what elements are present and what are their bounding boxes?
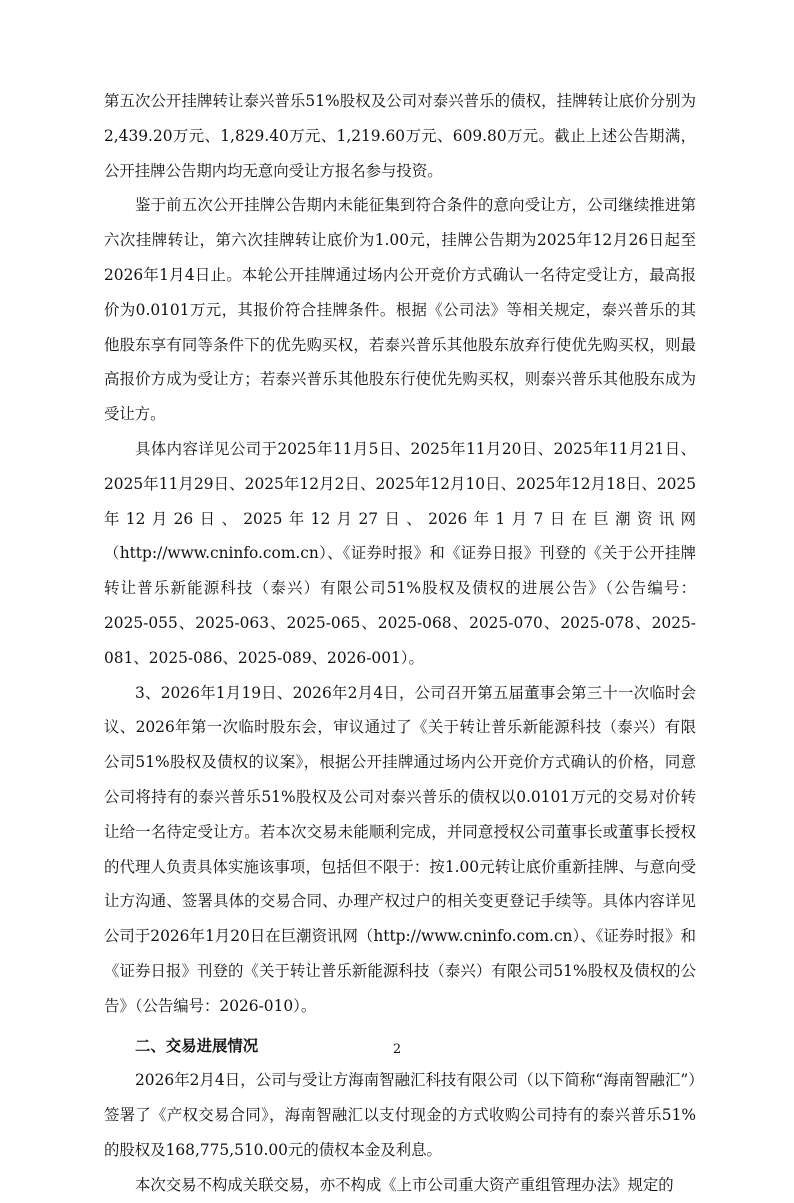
page-number: 2 [392,1042,402,1057]
paragraph-not-related-transaction: 本次交易不构成关联交易，亦不构成《上市公司重大资产重组管理办法》规定的 [135,1175,674,1194]
paragraph-announcement-references: 具体内容详见公司于2025年11月5日、2025年11月20日、2025年11月21日、2025年11月29日、2025年12月2日、2025年12月10日、2025年12月18日、2025年12月26日、2025年12月27日、2026年1月7日在巨潮资讯网（http://www.cninfo.com.cn）、《证券时报》和《证券日报》刊登的《关于公开挂牌转让普乐新能源科技（泰兴）有限公司51%股权及债权的进展公告》（公告编号：2025-055、2025-063、2025-065、2025-068、2025-070、2025-078、2025-081、2025-086、2025-089、2026-001）。 [104,439,696,667]
paragraph-fifth-listing-result: 第五次公开挂牌转让泰兴普乐51%股权及公司对泰兴普乐的债权，挂牌转让底价分别为2,439.20万元、1,829.40万元、1,219.60万元、609.80万元。截止上述公告期满，公开挂牌公告期内均无意向受让方报名参与投资。 [104,92,696,180]
paragraph-contract-signing: 2026年2月4日，公司与受让方海南智融汇科技有限公司（以下简称“海南智融汇”）签署了《产权交易合同》，海南智融汇以支付现金的方式收购公司持有的泰兴普乐51%的股权及168,775,510.00元的债权本金及利息。 [104,1071,696,1159]
paragraph-sixth-listing: 鉴于前五次公开挂牌公告期内未能征集到符合条件的意向受让方，公司继续推进第六次挂牌转让，第六次挂牌转让底价为1.00元，挂牌公告期为2025年12月26日起至2026年1月4日止。本轮公开挂牌通过场内公开竞价方式确认一名待定受让方，最高报价为0.0101万元，其报价符合挂牌条件。根据《公司法》等相关规定，泰兴普乐的其他股东享有同等条件下的优先购买权，若泰兴普乐其他股东放弃行使优先购买权，则最高报价方成为受让方；若泰兴普乐其他股东行使优先购买权，则泰兴普乐其他股东成为受让方。 [104,196,696,424]
section-heading-transaction-progress: 二、交易进展情况 [135,1036,259,1055]
body-text [104,84,696,1203]
paragraph-board-approval: 3、2026年1月19日、2026年2月4日，公司召开第五届董事会第三十一次临时会议、2026年第一次临时股东会，审议通过了《关于转让普乐新能源科技（泰兴）有限公司51%股权及债权的议案》，根据公开挂牌通过场内公开竞价方式确认的价格，同意公司将持有的泰兴普乐51%股权及公司对泰兴普乐的债权以0.0101万元的交易对价转让给一名待定受让方。若本次交易未能顺利完成，并同意授权公司董事长或董事长授权的代理人负责具体实施该事项，包括但不限于：按1.00元转让底价重新挂牌、与意向受让方沟通、签署具体的交易合同、办理产权过户的相关变更登记手续等。具体内容详见公司于2026年1月20日在巨潮资讯网（http://www.cninfo.com.cn）、《证券时报》和《证券日报》刊登的《关于转让普乐新能源科技（泰兴）有限公司51%股权及债权的公告》（公告编号：2026-010）。 [104,683,696,1015]
